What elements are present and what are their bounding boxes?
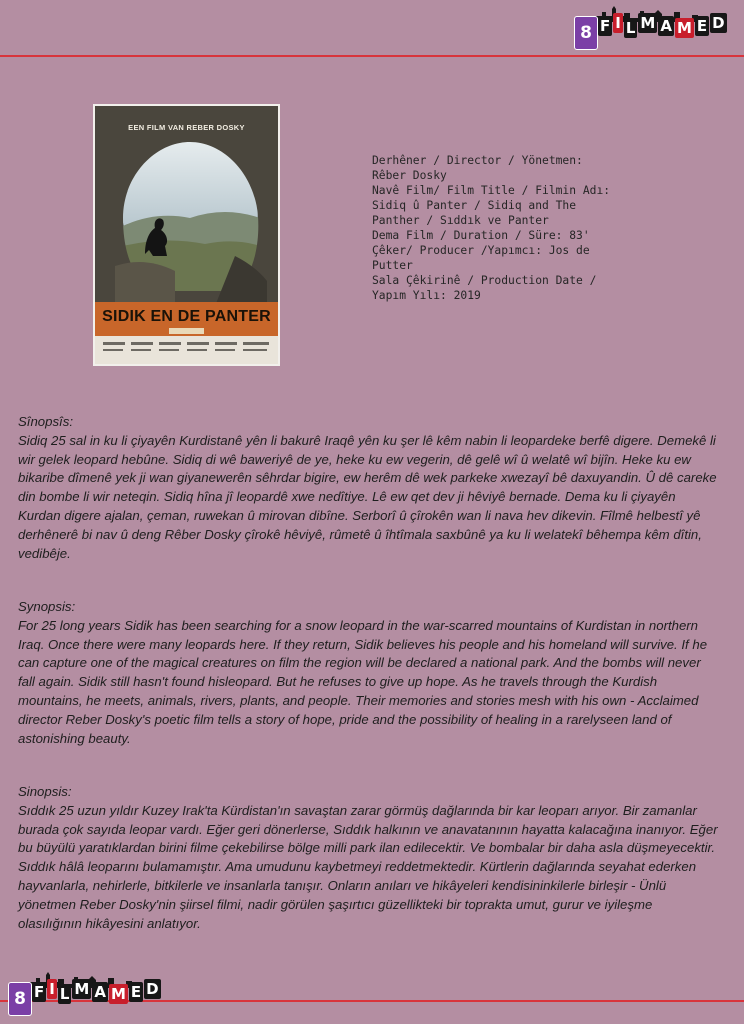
filmamed-logo-bottom [8,972,159,1016]
logo-letter: L [59,985,70,1003]
logo-letter: L [625,19,636,37]
logo-letter: M [640,14,656,32]
logo-letter: D [146,980,159,998]
logo-letter: D [712,14,725,32]
credit-line: Derhêner / Director / Yönetmen: [372,154,583,167]
logo-letter: E [130,983,142,1001]
logo-letter: I [615,14,621,32]
film-credits [372,153,637,303]
synopsis-body: Sıddık 25 uzun yıldır Kuzey Irak'ta Kürdistan'ın savaştan zarar görmüş dağlarında bir kar leoparı arıyor. Bir zamanlar burada çok sayıda leopar vardı. Eğer geri dönerlerse, Sıddık halkının ve anavatanının hayatta kalacağına inanıyor. Eğer bu büyülü yaratıklardan birini filme çekebilirse bölge milli park ilan edilecektir. Ve bombalar bir daha asla düşmeyecektir. Sıddık hâlâ leoparını bulamamıştır. Ama umudunu kaybetmeyi reddetmektedir. Kürtlerin dağlarında seyahat ederken hayvanlarla, nehirlerle, bitkilerle ve insanlarla tanışır. Onların anıları ve hikâyeleri kendisininkilerle birleşir - Ünlü yönetmen Reber Dosky'nin şiirsel filmi, nadir görülen şaşırtıcı güzellikteki bir toprakta umut, gurur ve iyileşme olasılığının hikâyesini anlatıyor. [18,802,718,931]
synopsis-heading: Synopsis: [18,599,76,614]
credit-line: Dema Film / Duration / Süre: 83' [372,229,590,242]
top-divider [0,55,744,57]
film-poster [93,104,280,366]
logo-badge: 8 [8,982,32,1016]
logo-letter: E [696,17,708,35]
filmamed-logo-top [574,6,725,50]
logo-letter: M [676,19,692,37]
synopsis-heading: Sînopsîs: [18,414,73,429]
credit-line: Navê Film/ Film Title / Filmin Adı: [372,184,611,197]
logo-letter: F [600,17,611,35]
logo-letter: M [74,980,90,998]
logo-wordmark [598,16,728,36]
logo-letter: M [110,985,126,1003]
synopsis-body: For 25 long years Sidik has been searching for a snow leopard in the war-scarred mountains of Kurdistan in northern Iraq. Once there were many leopards here. If they return, Sidik believes his people and his homeland will survive. If he can capture one of the magical creatures on film the region will be declared a national park. And the bombs will never fall again. Sidik still hasn't found hisleopard. But he refuses to give up hope. As he travels through the Kurdish mountains, he meets, animals, rivers, plants, and people. Their memories and stories mesh with his own - Acclaimed director Reber Dosky's poetic film tells a story of hope, pride and the possibility of healing in a rarelyseen land of astonishing beauty. [18,617,708,746]
logo-letter: I [49,980,55,998]
poster-title: SIDIK EN DE PANTER [102,308,271,325]
credit-line: Sala Çêkirinê / Production Date / [372,274,597,287]
credit-line: Çêker/ Producer /Yapımcı: Jos de [372,244,590,257]
synopsis-turkish [18,783,718,933]
synopsis-heading: Sinopsis: [18,784,72,799]
synopsis-kurdish [18,413,718,563]
synopsis-body: Sidiq 25 sal in ku li çiyayên Kurdistanê yên li bakurê Iraqê yên ku şer lê kêm nabin li leopardeke berfê digere. Demekê li wir gelek leopard hebûne. Sidiq di wê baweriyê de ye, heke ku ew vegerin, dê gelê wî û welatê wî bijîn. Heke ku ew bikaribe dîmenê yek ji wan giyanewerên sêhrdar bigire, ew herêm dê wek parkeke xwezayî bê daxuyandin. Û dê careke din bombe li wir neteqin. Sidiq hîna jî leopardê xwe nedîtiye. Lê ew qet dev ji hêviyê bernade. Dema ku li çiyayên Kurdan digere ajalan, çeman, ruwekan û mirovan dibîne. Serborî û çîrokên wan li nava hev dikevin. Fîlmê helbestî yê derhênerê bi nav û deng Rêber Dosky çîrokê hêviyê, rûmetê û îhtîmala saxbûnê ya ku li welatekî bêhempa kêm dîtin, vedibêje. [18,432,717,561]
logo-badge: 8 [574,16,598,50]
credit-line: Panther / Sıddık ve Panter [372,214,549,227]
logo-letter: F [34,983,45,1001]
synopsis-english [18,598,718,748]
poster-credit: EEN FILM VAN REBER DOSKY [128,123,245,132]
logo-letter: A [660,17,672,35]
credit-line: Rêber Dosky [372,169,447,182]
credit-line: Putter [372,259,413,272]
logo-wordmark [32,982,162,1002]
logo-letter: A [94,983,106,1001]
credit-line: Yapım Yılı: 2019 [372,289,481,302]
credit-line: Sidiq û Panter / Sidiq and The [372,199,577,212]
